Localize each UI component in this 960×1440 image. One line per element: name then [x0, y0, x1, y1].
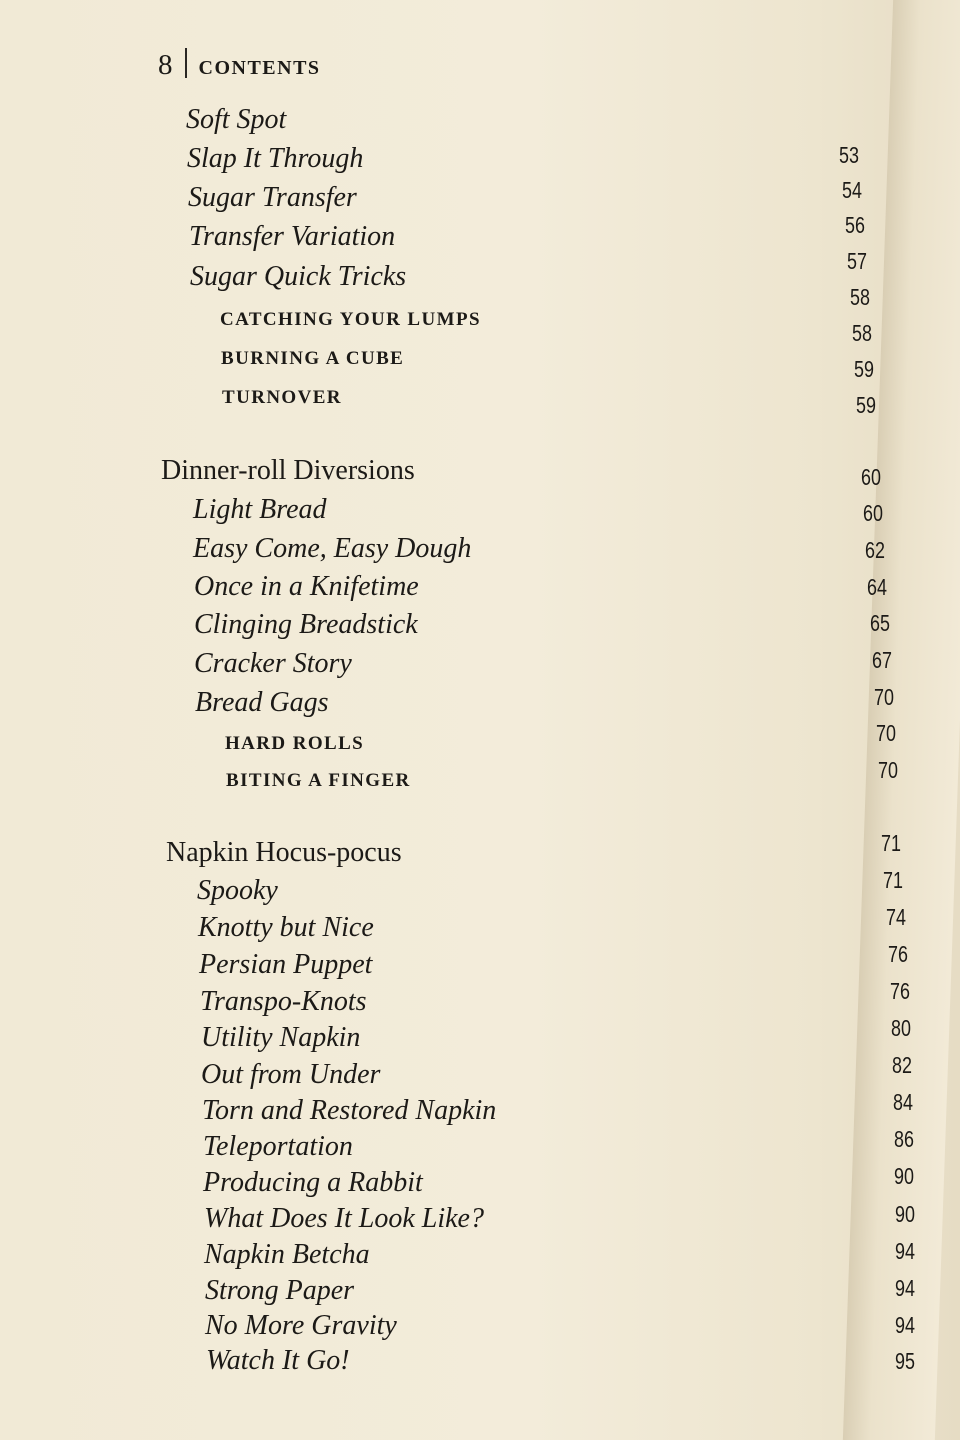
toc-entry: Napkin Betcha	[204, 1239, 370, 1270]
toc-page-number: 71	[881, 830, 901, 856]
toc-entry: Watch It Go!	[206, 1345, 350, 1376]
toc-entry: Strong Paper	[205, 1275, 355, 1306]
toc-page-number: 54	[842, 177, 862, 203]
toc-section-title: Napkin Hocus-pocus	[166, 837, 402, 868]
toc-entry: Spooky	[197, 875, 278, 906]
toc-page-number: 59	[856, 392, 876, 418]
toc-entry: Torn and Restored Napkin	[202, 1095, 497, 1126]
toc-page-number: 76	[890, 978, 910, 1004]
toc-page-number: 70	[874, 684, 894, 710]
toc-page-number: 64	[867, 574, 887, 600]
toc-page-number: 70	[878, 757, 898, 783]
toc-page-number: 56	[845, 212, 865, 238]
toc-page-number: 65	[870, 610, 890, 636]
toc-entry: Teleportation	[203, 1131, 353, 1162]
toc-subentry: BURNING A CUBE	[221, 348, 405, 369]
toc-page-number: 86	[894, 1126, 914, 1152]
toc-page-number: 70	[876, 720, 896, 746]
toc-section-title: Dinner-roll Diversions	[161, 455, 415, 486]
header-separator	[185, 48, 187, 78]
toc-page-number: 90	[894, 1163, 914, 1189]
toc-page-number: 84	[893, 1089, 913, 1115]
toc-page-number: 90	[895, 1201, 915, 1227]
toc-page-number: 94	[895, 1275, 915, 1301]
toc-page-number: 74	[886, 904, 906, 930]
toc-page-number: 94	[895, 1312, 915, 1338]
toc-entry: Producing a Rabbit	[203, 1167, 423, 1198]
page-number: 8	[158, 49, 173, 81]
toc-subentry: HARD ROLLS	[225, 733, 365, 754]
toc-entry: Clinging Breadstick	[194, 609, 418, 640]
toc-page-number: 58	[850, 284, 870, 310]
toc-entry: Bread Gags	[195, 687, 329, 718]
toc-entry: Once in a Knifetime	[194, 571, 419, 602]
toc-subentry: CATCHING YOUR LUMPS	[220, 309, 481, 330]
toc-entry: Easy Come, Easy Dough	[193, 533, 472, 564]
toc-entry: Slap It Through	[187, 143, 364, 174]
toc-entry: Out from Under	[201, 1059, 381, 1090]
toc-page-number: 71	[883, 867, 903, 893]
toc-page-number: 53	[839, 142, 859, 168]
toc-entry: Cracker Story	[194, 648, 352, 679]
toc-entry: No More Gravity	[205, 1310, 397, 1341]
toc-subentry: BITING A FINGER	[226, 770, 411, 791]
toc-page-number: 57	[847, 248, 867, 274]
header-title: CONTENTS	[198, 57, 321, 79]
toc-page-number: 76	[888, 941, 908, 967]
toc-page-number: 94	[895, 1238, 915, 1264]
toc-entry: Sugar Quick Tricks	[190, 261, 407, 292]
toc-entry: Persian Puppet	[199, 949, 373, 980]
toc-page-number: 82	[892, 1052, 912, 1078]
toc-entry: Sugar Transfer	[188, 182, 357, 213]
page-header	[158, 44, 321, 82]
toc-page-number: 58	[852, 320, 872, 346]
toc-entry: What Does It Look Like?	[204, 1203, 484, 1234]
toc-entry: Soft Spot	[186, 104, 287, 135]
toc-page-number: 80	[891, 1015, 911, 1041]
toc-page-number: 67	[872, 647, 892, 673]
toc-page-number: 95	[895, 1348, 915, 1374]
toc-page-number: 60	[863, 500, 883, 526]
toc-page-number: 60	[861, 464, 881, 490]
toc-entry: Light Bread	[193, 494, 327, 525]
toc-entry: Utility Napkin	[201, 1022, 361, 1053]
toc-entry: Transfer Variation	[189, 221, 396, 252]
toc-page-number: 59	[854, 356, 874, 382]
toc-entry: Knotty but Nice	[198, 912, 374, 943]
toc-page-number: 62	[865, 537, 885, 563]
toc-entry: Transpo-Knots	[200, 986, 367, 1017]
toc-subentry: TURNOVER	[222, 387, 342, 408]
